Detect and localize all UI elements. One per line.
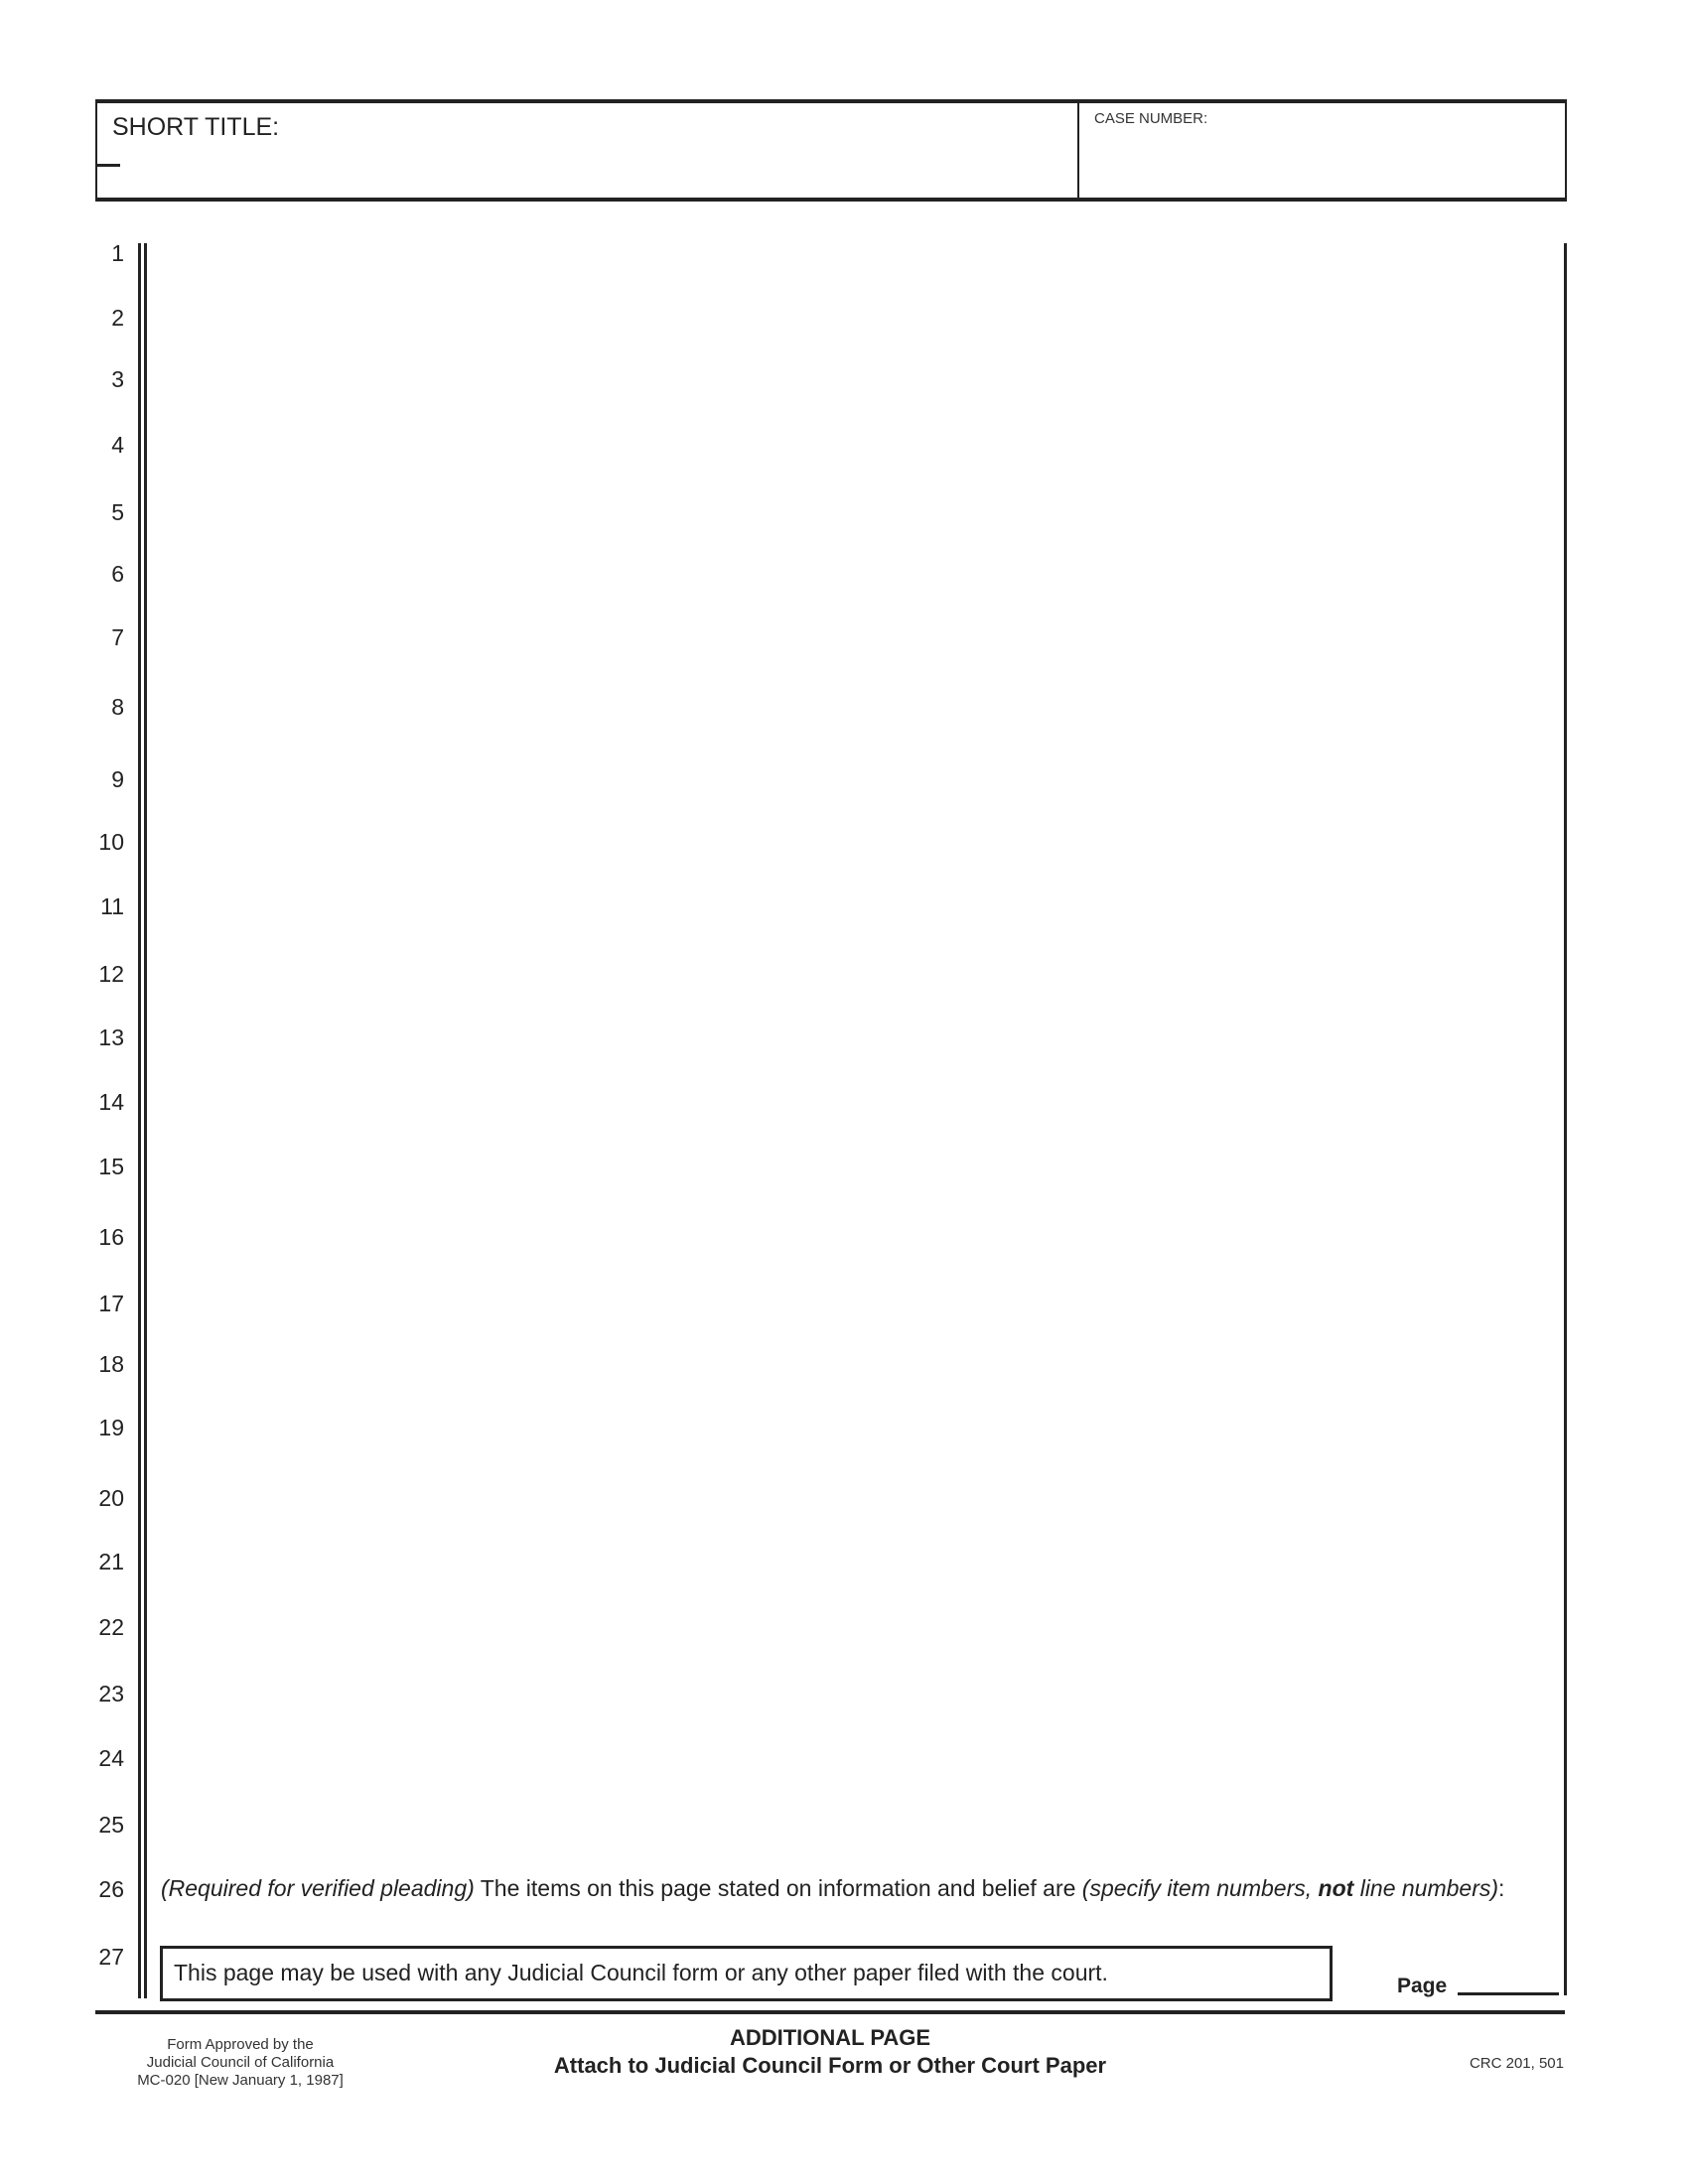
line-number: 27 — [98, 1944, 124, 1971]
line-number: 2 — [111, 304, 124, 331]
line-number: 24 — [98, 1745, 124, 1772]
line-number: 8 — [111, 693, 124, 720]
line-number: 26 — [98, 1876, 124, 1903]
short-title-label: SHORT TITLE: — [112, 113, 280, 141]
line-number: 25 — [98, 1812, 124, 1839]
form-approval-info — [111, 2036, 369, 2090]
line-number: 1 — [111, 239, 124, 266]
line-number: 20 — [98, 1484, 124, 1511]
line-number: 22 — [98, 1614, 124, 1641]
page-label: Page — [1397, 1975, 1448, 1997]
footer-left-line: Form Approved by the — [167, 2036, 314, 2053]
line-number: 18 — [98, 1351, 124, 1378]
note-italic: line numbers) — [1353, 1875, 1499, 1901]
line-number: 16 — [98, 1224, 124, 1251]
note-italic: (Required for verified pleading) — [161, 1875, 475, 1901]
verified-pleading-note — [161, 1872, 1521, 1904]
note-bold: not — [1318, 1875, 1354, 1901]
form-title-sub: Attach to Judicial Council Form or Other Court Paper — [553, 2053, 1107, 2078]
line-number: 5 — [111, 498, 124, 525]
page-number-field[interactable] — [1458, 1992, 1559, 1995]
line-number: 23 — [98, 1681, 124, 1707]
line-number: 12 — [98, 961, 124, 988]
line-number: 7 — [111, 624, 124, 651]
line-number: 3 — [111, 366, 124, 393]
rule-reference: CRC 201, 501 — [1469, 2055, 1564, 2072]
notice-text: This page may be used with any Judicial Council form or any other paper filed with the court. — [174, 1960, 1108, 1985]
header-box — [95, 99, 1567, 202]
line-number: 4 — [111, 431, 124, 458]
right-margin-line — [1564, 243, 1567, 1995]
left-margin-line-2 — [144, 243, 147, 1998]
footer-left-line: MC-020 [New January 1, 1987] — [137, 2072, 344, 2089]
note-text: The items on this page stated on information and belief are — [474, 1875, 1082, 1901]
line-number: 14 — [98, 1089, 124, 1116]
line-number: 15 — [98, 1154, 124, 1180]
note-italic: (specify item numbers, — [1081, 1875, 1319, 1901]
left-margin-line-1 — [138, 243, 141, 1998]
case-number-label: CASE NUMBER: — [1094, 110, 1208, 127]
line-number: 10 — [98, 828, 124, 855]
footer-left-line: Judicial Council of California — [146, 2054, 335, 2071]
line-number: 21 — [98, 1548, 124, 1574]
line-number: 11 — [100, 892, 124, 919]
line-number: 19 — [98, 1415, 124, 1440]
line-number: 17 — [98, 1290, 124, 1316]
notice-box — [160, 1946, 1333, 2001]
note-colon: : — [1498, 1875, 1505, 1901]
line-number: 9 — [111, 766, 124, 793]
footer-rule — [95, 2010, 1565, 2014]
form-title-main: ADDITIONAL PAGE — [729, 2025, 931, 2050]
form-title — [433, 2024, 1227, 2080]
header-divider — [1077, 99, 1079, 202]
short-title-field[interactable] — [96, 164, 120, 167]
line-number: 6 — [111, 561, 124, 588]
line-number: 13 — [98, 1024, 124, 1050]
